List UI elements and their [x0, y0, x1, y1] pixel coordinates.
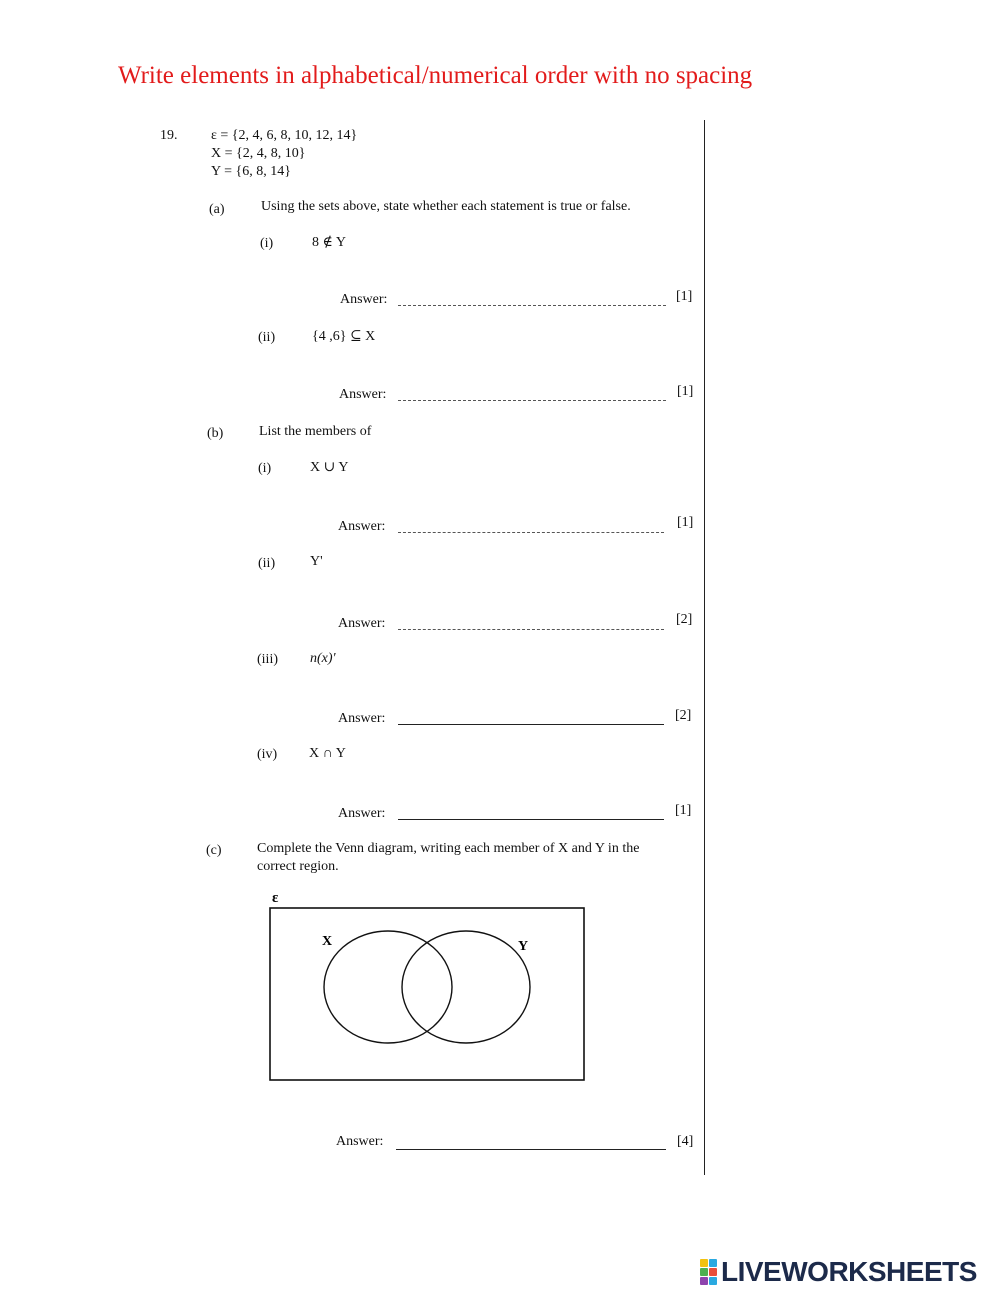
b-i-answer-label: Answer:: [338, 519, 386, 534]
venn-circle-y: [402, 931, 530, 1043]
venn-universal-label: ε: [272, 890, 279, 906]
instruction-text: Write elements in alphabetical/numerical order with no spacing: [118, 62, 753, 89]
b-iii-statement: n(x)': [310, 651, 336, 666]
a-ii-answer-line: [398, 400, 666, 401]
b-i-answer-input[interactable]: [400, 514, 662, 532]
part-b-label: (b): [207, 426, 224, 441]
part-c-text-line1: Complete the Venn diagram, writing each member of X and Y in the: [257, 841, 640, 856]
b-iii-answer-input[interactable]: [400, 706, 662, 724]
c-answer-line: [396, 1149, 666, 1150]
set-x-definition: X = {2, 4, 8, 10}: [211, 146, 306, 161]
logo-text: LIVEWORKSHEETS: [721, 1256, 977, 1287]
part-a-label: (a): [209, 202, 225, 217]
part-b-text: List the members of: [259, 424, 372, 439]
a-ii-answer-input[interactable]: [400, 382, 664, 400]
b-iv-label: (iv): [257, 747, 278, 762]
b-iii-label: (iii): [257, 652, 278, 667]
logo-grid-icon: [700, 1259, 717, 1285]
b-ii-marks: [2]: [676, 612, 693, 627]
a-ii-marks: [1]: [677, 384, 694, 399]
b-iii-answer-line: [398, 724, 664, 725]
question-number: 19.: [160, 128, 178, 143]
a-ii-label: (ii): [258, 330, 276, 345]
part-a-text: Using the sets above, state whether each statement is true or false.: [261, 199, 631, 214]
b-ii-answer-line: [398, 629, 664, 630]
venn-universal-rect: [270, 908, 584, 1080]
b-iii-marks: [2]: [675, 708, 692, 723]
a-ii-answer-label: Answer:: [339, 387, 387, 402]
c-answer-label: Answer:: [336, 1134, 384, 1149]
a-ii-statement: {4 ,6} ⊆ X: [312, 329, 376, 344]
part-c-label: (c): [206, 843, 222, 858]
b-iv-marks: [1]: [675, 803, 692, 818]
b-i-label: (i): [258, 461, 272, 476]
a-i-answer-input[interactable]: [400, 287, 664, 305]
b-i-statement: X ∪ Y: [310, 460, 349, 475]
a-i-answer-label: Answer:: [340, 292, 388, 307]
b-iv-statement: X ∩ Y: [309, 746, 346, 761]
b-ii-answer-label: Answer:: [338, 616, 386, 631]
b-iii-answer-label: Answer:: [338, 711, 386, 726]
set-y-definition: Y = {6, 8, 14}: [211, 164, 291, 179]
liveworksheets-logo: [700, 1256, 977, 1288]
b-ii-label: (ii): [258, 556, 276, 571]
venn-circle-x: [324, 931, 452, 1043]
venn-diagram: [262, 888, 592, 1088]
b-iv-answer-line: [398, 819, 664, 820]
part-c-text-line2: correct region.: [257, 859, 339, 874]
universal-set: ε = {2, 4, 6, 8, 10, 12, 14}: [211, 128, 358, 143]
b-iv-answer-label: Answer:: [338, 806, 386, 821]
a-i-statement: 8 ∉ Y: [312, 235, 346, 250]
b-iv-answer-input[interactable]: [400, 801, 662, 819]
venn-y-label: Y: [518, 939, 529, 954]
b-i-marks: [1]: [677, 515, 694, 530]
a-i-label: (i): [260, 236, 274, 251]
b-ii-statement: Y': [310, 554, 323, 569]
c-answer-input[interactable]: [398, 1131, 664, 1149]
c-marks: [4]: [677, 1134, 694, 1149]
b-i-answer-line: [398, 532, 664, 533]
margin-rule: [704, 120, 705, 1175]
a-i-marks: [1]: [676, 289, 693, 304]
venn-x-label: X: [322, 934, 333, 949]
b-ii-answer-input[interactable]: [400, 611, 662, 629]
a-i-answer-line: [398, 305, 666, 306]
